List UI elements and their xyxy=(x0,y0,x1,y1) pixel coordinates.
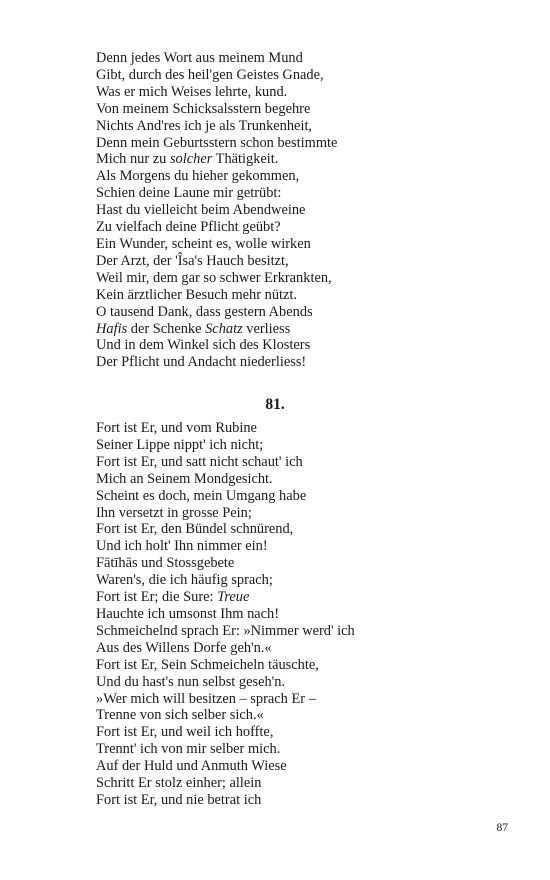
poem-line: Kein ärztlicher Besuch mehr nützt. xyxy=(96,286,297,303)
poem-line: Von meinem Schicksalsstern begehre xyxy=(96,100,311,117)
poem-line: Denn jedes Wort aus meinem Mund xyxy=(96,50,303,66)
poem-line: Gibt, durch des heil'gen Geistes Gnade, xyxy=(96,66,324,83)
poem-80-continuation xyxy=(96,50,516,371)
poem-line: Schritt Er stolz einher; allein xyxy=(96,775,262,792)
poem-line: Und in dem Winkel sich des Klosters xyxy=(96,337,311,354)
poem-line: Waren's, die ich häufig sprach; xyxy=(96,572,273,589)
poem-line: Weil mir, dem gar so schwer Erkrankten, xyxy=(96,269,332,286)
poem-line: Trenne von sich selber sich.« xyxy=(96,707,264,724)
poem-line: Als Morgens du hieher gekommen, xyxy=(96,168,300,185)
poem-line: Ein Wunder, scheint es, wolle wirken xyxy=(96,235,311,252)
poem-line: Und du hast's nun selbst geseh'n. xyxy=(96,673,286,690)
poem-line: Fort ist Er, und satt nicht schaut' ich xyxy=(96,453,303,470)
poem-line: »Wer mich will besitzen – sprach Er – xyxy=(96,690,316,707)
poem-line: Hauchte ich umsonst Ihm nach! xyxy=(96,605,280,622)
poem-line: Nichts And'res ich je als Trunkenheit, xyxy=(96,117,313,134)
poem-line: Zu vielfach deine Pflicht geübt? xyxy=(96,219,281,236)
poem-line: Auf der Huld und Anmuth Wiese xyxy=(96,758,287,775)
poem-line: Scheint es doch, mein Umgang habe xyxy=(96,487,307,504)
poem-line: Der Pflicht und Andacht niederliess! xyxy=(96,354,307,371)
poem-line: Trennt' ich von mir selber mich. xyxy=(96,741,281,758)
poem-line: Fort ist Er, und vom Rubine xyxy=(96,420,257,436)
poem-line: Fort ist Er, Sein Schmeicheln täuschte, xyxy=(96,656,319,673)
poem-81 xyxy=(96,420,516,809)
poem-line: Denn mein Geburtsstern schon bestimmte xyxy=(96,134,338,151)
poem-line: Was er mich Weises lehrte, kund. xyxy=(96,83,288,100)
poem-line: Aus des Willens Dorfe geh'n.« xyxy=(96,639,272,656)
poem-line: Und ich holt' Ihn nimmer ein! xyxy=(96,538,268,555)
poem-line: Seiner Lippe nippt' ich nicht; xyxy=(96,436,264,453)
poem-line: Fort ist Er, und weil ich hoffte, xyxy=(96,724,274,741)
poem-line: Fort ist Er; die Sure: Treue xyxy=(96,589,250,606)
poem-line: Schien deine Laune mir getrübt: xyxy=(96,185,282,202)
poem-line: Fort ist Er, den Bündel schnürend, xyxy=(96,521,294,538)
poem-line: Fātīhās und Stossgebete xyxy=(96,555,235,572)
poem-line: Der Arzt, der 'Îsa's Hauch besitzt, xyxy=(96,252,289,269)
page-number: 87 xyxy=(496,822,508,834)
poem-line: O tausend Dank, dass gestern Abends xyxy=(96,303,313,320)
poem-line: Schmeichelnd sprach Er: »Nimmer werd' ich xyxy=(96,622,355,639)
poem-line: Mich nur zu solcher Thätigkeit. xyxy=(96,151,279,168)
poem-line: Hafis der Schenke Schatz verliess xyxy=(96,320,291,337)
poem-line: Fort ist Er, und nie betrat ich xyxy=(96,791,262,808)
poem-line: Mich an Seinem Mondgesicht. xyxy=(96,470,273,487)
poem-line: Ihn versetzt in grosse Pein; xyxy=(96,504,252,521)
poem-line: Hast du vielleicht beim Abendweine xyxy=(96,202,306,219)
poem-number-heading: 81. xyxy=(265,396,285,413)
